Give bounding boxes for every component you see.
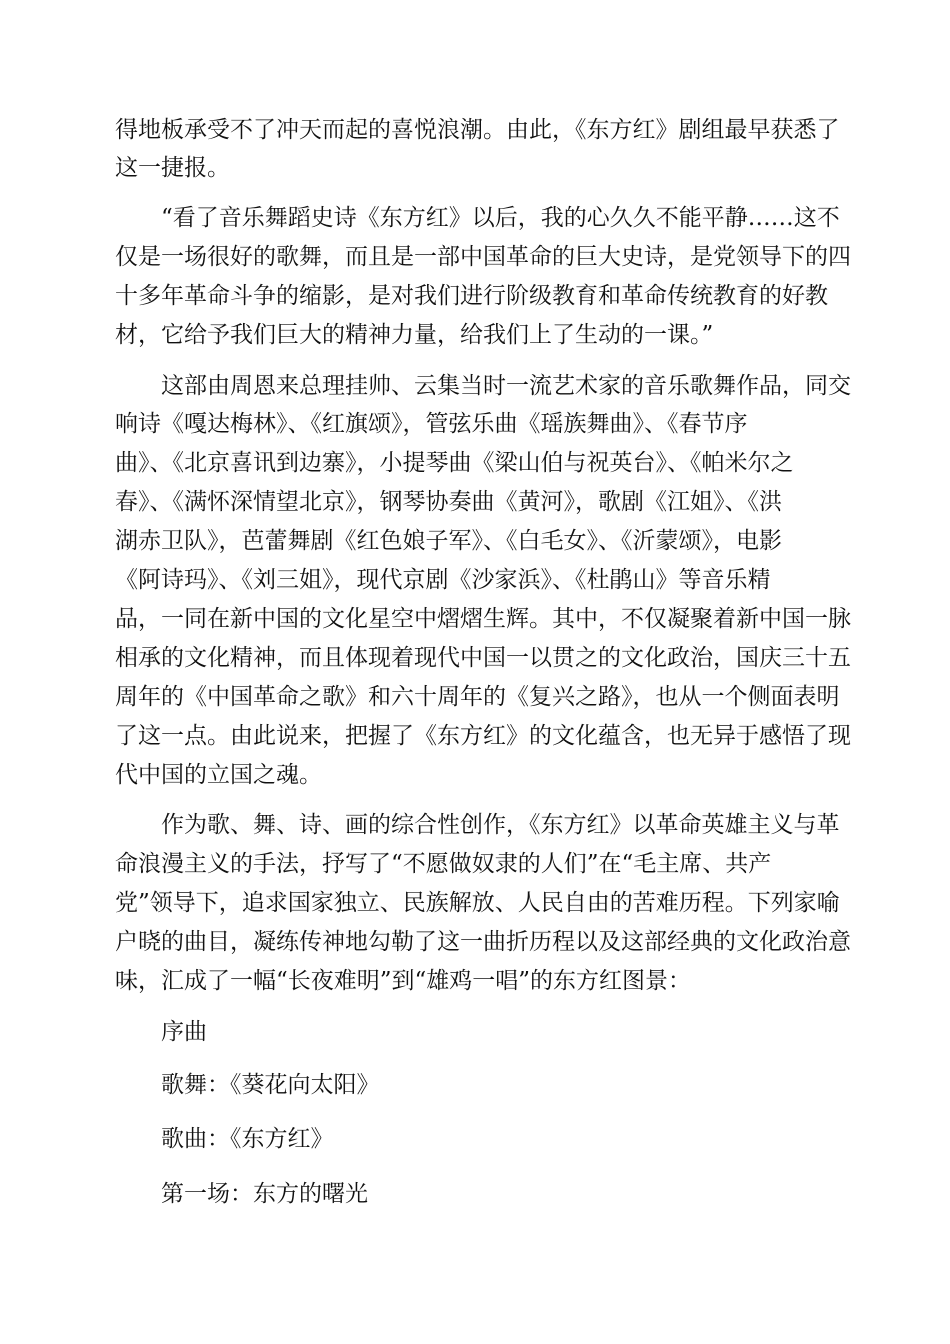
program-item: 歌曲：《东方红》 [161,1126,334,1152]
text-line: 品，一同在新中国的文化星空中熠熠生辉。其中，不仅凝聚着新中国一脉 [115,606,851,632]
text-line: 十多年革命斗争的缩影，是对我们进行阶级教育和革命传统教育的好教 [115,283,828,309]
text-line: 味，汇成了一幅“长夜难明”到“雄鸡一唱”的东方红图景： [115,968,692,994]
text-line: 户晓的曲目，凝练传神地勾勒了这一曲折历程以及这部经典的文化政治意 [115,929,851,955]
program-item: 序曲 [161,1019,207,1045]
text-line: 相承的文化精神，而且体现着现代中国一以贯之的文化政治，国庆三十五 [115,645,851,671]
text-line: 《阿诗玛》、《刘三姐》，现代京剧《沙家浜》、《杜鹃山》等音乐精 [115,567,771,593]
text-line: 材，它给予我们巨大的精神力量，给我们上了生动的一课。” [115,322,714,348]
text-line: 作为歌、舞、诗、画的综合性创作，《东方红》以革命英雄主义与革 [161,812,840,838]
text-line: 这部由周恩来总理挂帅、云集当时一流艺术家的音乐歌舞作品，同交 [161,373,851,399]
text-line: 党”领导下，追求国家独立、民族解放、人民自由的苦难历程。下列家喻 [115,890,840,916]
text-line: 得地板承受不了冲天而起的喜悦浪潮。由此，《东方红》剧组最早获悉了 [115,117,840,143]
text-line: 命浪漫主义的手法，抒写了“不愿做奴隶的人们”在“毛主席、共产 [115,851,772,877]
text-line: “看了音乐舞蹈史诗《东方红》以后，我的心久久不能平静……这不 [161,205,840,231]
text-line: 湖赤卫队》，芭蕾舞剧《红色娘子军》、《白毛女》、《沂蒙颂》，电影 [115,528,782,554]
program-item: 歌舞：《葵花向太阳》 [161,1072,380,1098]
text-line: 曲》、《北京喜讯到边寨》，小提琴曲《梁山伯与祝英台》、《帕米尔之 [115,450,794,476]
text-line: 响诗《嘎达梅林》、《红旗颂》，管弦乐曲《瑶族舞曲》、《春节序 [115,411,748,437]
text-line: 了这一点。由此说来，把握了《东方红》的文化蕴含，也无异于感悟了现 [115,723,851,749]
text-line: 代中国的立国之魂。 [115,762,322,788]
text-line: 春》、《满怀深情望北京》，钢琴协奏曲《黄河》，歌剧《江姐》、《洪 [115,489,782,515]
text-line: 这一捷报。 [115,155,230,181]
text-line: 仅是一场很好的歌舞，而且是一部中国革命的巨大史诗，是党领导下的四 [115,244,851,270]
text-line: 周年的《中国革命之歌》和六十周年的《复兴之路》，也从一个侧面表明 [115,684,840,710]
program-item: 第一场：东方的曙光 [161,1181,368,1207]
